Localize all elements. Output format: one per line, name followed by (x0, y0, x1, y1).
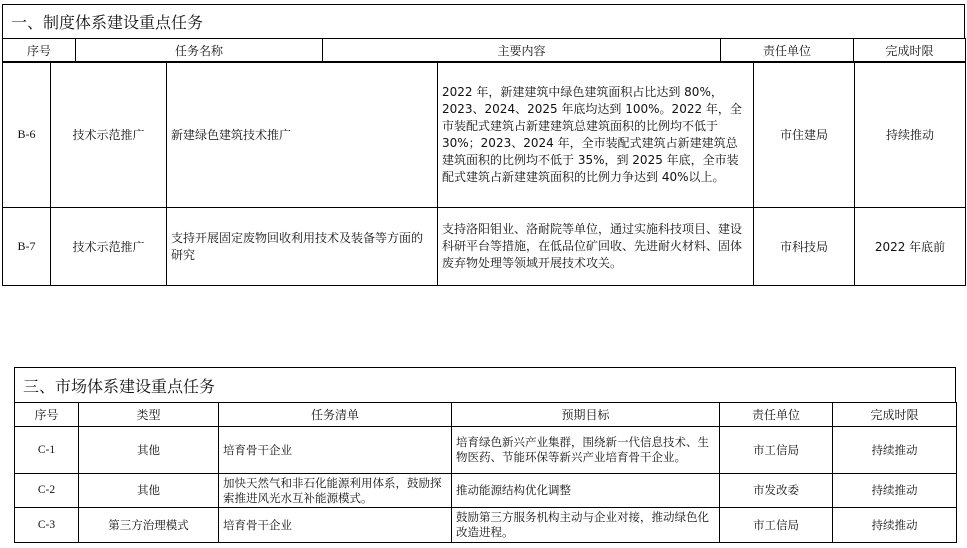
row-unit: 市科技局 (754, 208, 855, 286)
header-goal: 预期目标 (452, 403, 720, 427)
table-row (3, 62, 966, 208)
header-deadline: 完成时限 (833, 403, 957, 427)
row-seq: C-3 (15, 508, 79, 543)
header-deadline: 完成时限 (854, 39, 966, 63)
row-seq: C-2 (15, 474, 79, 508)
header-type: 类型 (79, 403, 219, 427)
row-category: 技术示范推广 (51, 62, 167, 208)
table-row (3, 208, 966, 286)
section3-title (14, 367, 956, 403)
section1-title-text: 一、制度体系建设重点任务 (11, 13, 204, 32)
section1-title (2, 4, 965, 39)
header-unit: 责任单位 (720, 403, 833, 427)
row-task: 支持开展固定废物回收利用技术及装备等方面的研究 (167, 208, 438, 286)
row-unit: 市工信局 (720, 508, 833, 543)
header-unit: 责任单位 (721, 39, 854, 63)
row-task: 培育骨干企业 (219, 508, 452, 543)
row-unit: 市住建局 (754, 62, 855, 208)
row-unit: 市工信局 (720, 427, 833, 474)
section3-table (14, 402, 957, 543)
row-unit: 市发改委 (720, 474, 833, 508)
header-seq: 序号 (15, 403, 79, 427)
row-seq: C-1 (15, 427, 79, 474)
header-content: 主要内容 (323, 39, 721, 63)
row-task: 加快天然气和非石化能源利用体系，鼓励探索推进风光水互补能源模式。 (219, 474, 452, 508)
table-row (15, 427, 957, 474)
row-goal: 培育绿色新兴产业集群，围绕新一代信息技术、生物医药、节能环保等新兴产业培育骨干企业。 (452, 427, 720, 474)
header-seq: 序号 (3, 39, 76, 63)
row-seq: B-7 (3, 208, 51, 286)
row-content: 支持洛阳钼业、洛耐院等单位，通过实施科技项目、建设科研平台等措施，在低品位矿回收、先进耐火材料、固体废弃物处理等领域开展技术攻关。 (438, 208, 754, 286)
table-row (15, 508, 957, 543)
row-deadline: 持续推动 (833, 427, 957, 474)
row-content: 2022 年，新建建筑中绿色建筑面积占比达到 80%，2023、2024、2025 年底均达到 100%。2022 年，全市装配式建筑占新建建筑总建筑面积的比例均不低于 30%；2023、2024 年，全市装配式建筑占新建建筑总建筑面积的比例均不低于 35%，到 2025 年底，全市装配式建筑占新建建筑面积的比例力争达到 40%以上。 (438, 62, 754, 208)
row-type: 其他 (79, 427, 219, 474)
header-task-list: 任务清单 (219, 403, 452, 427)
header-task-name: 任务名称 (76, 39, 323, 63)
section1-header (2, 38, 966, 63)
row-seq: B-6 (3, 62, 51, 208)
row-type: 其他 (79, 474, 219, 508)
row-type: 第三方治理模式 (79, 508, 219, 543)
row-deadline: 持续推动 (833, 508, 957, 543)
table-row (15, 474, 957, 508)
row-task: 新建绿色建筑技术推广 (167, 62, 438, 208)
row-deadline: 2022 年底前 (855, 208, 966, 286)
row-goal: 推动能源结构优化调整 (452, 474, 720, 508)
row-deadline: 持续推动 (855, 62, 966, 208)
section3-title-text: 三、市场体系建设重点任务 (23, 376, 216, 396)
row-task: 培育骨干企业 (219, 427, 452, 474)
row-deadline: 持续推动 (833, 474, 957, 508)
row-goal: 鼓励第三方服务机构主动与企业对接，推动绿色化改造进程。 (452, 508, 720, 543)
row-category: 技术示范推广 (51, 208, 167, 286)
section1-table (2, 61, 966, 286)
